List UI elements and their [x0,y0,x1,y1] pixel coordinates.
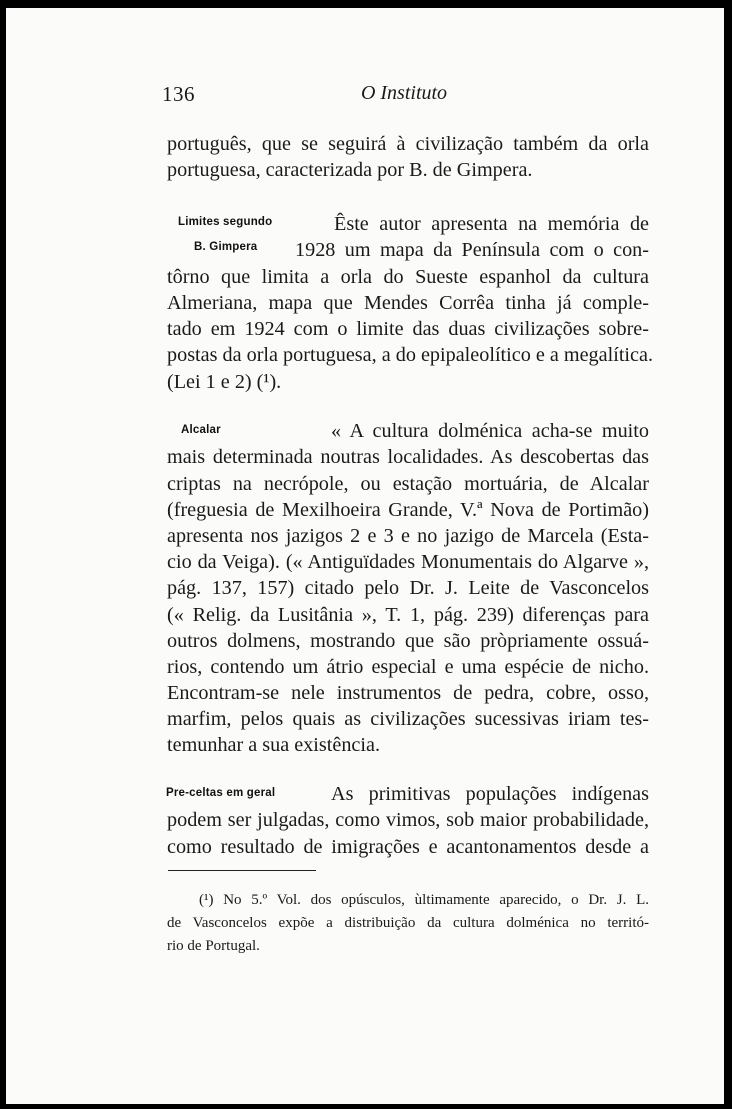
text-line: podem ser julgadas, como vimos, sob maior probabilidade, [167,809,649,831]
text-line: « A cultura dolménica acha-se muito [331,420,649,442]
margin-note-limites: Limites segundo [178,216,273,228]
text-line: (freguesia de Mexilhoeira Grande, V.ª Nova de Portimão) [167,499,649,521]
text-line: pág. 137, 157) citado pelo Dr. J. Leite de Vasconcelos [167,577,649,599]
text-line: cio da Veiga). (« Antiguïdades Monumentais do Algarve », [167,551,649,573]
margin-note-pre-celtas: Pre-celtas em geral [166,787,276,799]
text-line: Êste autor apresenta na memória de [334,213,649,235]
text-line: 1928 um mapa da Península com o con- [295,239,649,261]
text-line: apresenta nos jazigos 2 e 3 e no jazigo de Marcela (Esta- [167,525,649,547]
text-line: tôrno que limita a orla do Sueste espanhol da cultura [167,266,649,288]
text-line: criptas na necrópole, ou estação mortuária, de Alcalar [167,473,649,495]
text-line: português, que se seguirá à civilização também da orla [167,133,649,155]
text-line: como resultado de imigrações e acantonamentos desde a [167,836,649,858]
running-title: O Instituto [360,82,448,104]
margin-note-alcalar: Alcalar [181,424,221,436]
text-line: Almeriana, mapa que Mendes Corrêa tinha já comple- [167,292,649,314]
margin-note-gimpera: B. Gimpera [194,241,258,253]
footnote-rule [168,870,316,871]
text-line: mais determinada noutras localidades. As descobertas das [167,446,649,468]
text-line: tado em 1924 com o limite das duas civilizações sobre- [167,318,649,340]
text-line: postas da orla portuguesa, a do epipaleolítico e a megalítica. [167,344,654,366]
footnote-line: (¹) No 5.º Vol. dos opúsculos, ùltimamente aparecido, o Dr. J. L. [199,892,649,908]
text-line: As primitivas populações indígenas [331,783,649,805]
text-line: temunhar a sua existência. [167,734,381,756]
page-header [162,82,646,110]
text-line: (« Relig. da Lusitânia », T. 1, pág. 239) diferenças para [167,604,649,626]
book-page [6,8,724,1104]
text-line: outros dolmens, mostrando que são pròpriamente ossuá- [167,630,649,652]
text-line: (Lei 1 e 2) (¹). [167,371,282,393]
text-line: rios, contendo um átrio especial e uma espécie de nicho. [167,656,649,678]
text-line: marfim, pelos quais as civilizações sucessivas iriam tes- [167,708,649,730]
page-number: 136 [162,82,195,106]
text-line: portuguesa, caracterizada por B. de Gimpera. [167,159,533,181]
footnote-line: de Vasconcelos expõe a distribuição da cultura dolménica no territó- [167,915,649,931]
text-line: Encontram-se nele instrumentos de pedra, cobre, osso, [167,682,649,704]
footnote-line: rio de Portugal. [167,938,260,954]
